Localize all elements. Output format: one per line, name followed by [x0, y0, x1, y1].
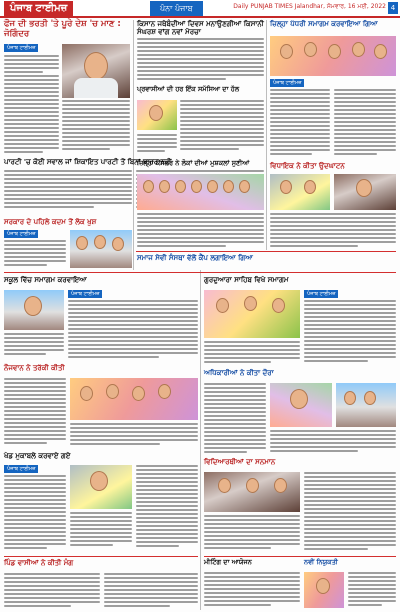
article-body — [270, 430, 396, 455]
story-photo — [334, 174, 396, 210]
article-body — [204, 383, 266, 455]
section-divider — [204, 556, 396, 557]
article-body — [4, 55, 59, 155]
article-body — [137, 213, 264, 249]
story-photo — [70, 230, 132, 268]
headline: ਸਕੂਲ ਵਿੱਚ ਸਮਾਗਮ ਕਰਵਾਇਆ — [4, 276, 87, 284]
headline: ਪ੍ਰਵਾਸੀਆਂ ਦੀ ਹਰ ਇੱਕ ਸਮੱਸਿਆ ਦਾ ਹੱਲ — [137, 85, 240, 93]
article-body — [204, 572, 300, 608]
article-body — [4, 333, 64, 361]
story-photo — [62, 44, 130, 98]
article-body — [270, 213, 396, 249]
article-body — [137, 134, 177, 156]
story-photo — [137, 100, 177, 130]
column-rule — [200, 270, 201, 610]
brand-logo: ਪੰਜਾਬ ਟਾਈਮਜ਼ — [4, 1, 73, 16]
byline-tag: ਪੰਜਾਬ ਟਾਈਮਜ਼ — [270, 79, 304, 87]
article-body — [348, 572, 396, 608]
byline-tag: ਪੰਜਾਬ ਟਾਈਮਜ਼ — [4, 465, 38, 473]
article-body — [104, 573, 198, 609]
page-number: 4 — [388, 2, 398, 14]
headline-main: ਫੌਜ ਦੀ ਭਰਤੀ 'ਤੇ ਪੂਰੇ ਦੇਸ਼ 'ਚ ਮਾਣ : ਜੋਗਿੰਦਰ — [4, 19, 121, 39]
article-body — [70, 423, 198, 449]
section-divider — [136, 251, 396, 252]
story-photo — [70, 465, 132, 509]
masthead — [0, 0, 400, 18]
article-body — [270, 89, 330, 159]
column-rule — [133, 20, 134, 270]
section-divider — [4, 556, 198, 557]
headline: ਸਰਕਾਰ ਦੇ ਪਹਿਲੇ ਕਦਮ ਤੋਂ ਲੋਕ ਖੁਸ਼ — [4, 218, 97, 226]
story-photo — [304, 572, 344, 608]
byline-tag: ਪੰਜਾਬ ਟਾਈਮਜ਼ — [4, 44, 38, 52]
headline: ਪਾਰਟੀ 'ਚ ਕੋਈ ਸਵਾਲ ਜਾਂ ਸ਼ਿਕਾਇਤ ਪਾਰਟੀ ਤੋਂ ਬਿਨਾਂ ਬਾਹਰ ਨਹੀਂ — [4, 158, 172, 166]
headline: ਗੁਰਦੁਆਰਾ ਸਾਹਿਬ ਵਿਖੇ ਸਮਾਗਮ — [204, 276, 289, 284]
byline-tag: ਪੰਜਾਬ ਟਾਈਮਜ਼ — [68, 290, 102, 298]
article-body — [70, 512, 132, 552]
story-photo — [336, 383, 396, 427]
story-photo — [137, 174, 264, 210]
headline: ਵਿਧਾਇਕ ਨੇ ਕੀਤਾ ਉਦਘਾਟਨ — [270, 162, 345, 170]
article-body — [4, 170, 132, 215]
story-photo — [204, 472, 300, 512]
article-body — [4, 378, 66, 448]
section-title: ਪੰਨਾ ਪੰਜਾਬ — [150, 1, 203, 16]
article-body — [68, 300, 198, 360]
headline: ਵਿਦਿਆਰਥੀਆਂ ਦਾ ਸਨਮਾਨ — [204, 458, 276, 466]
story-photo — [70, 378, 198, 420]
headline: ਜ਼ਿਲ੍ਹਾ ਕੌਂਸਲਰ ਨੇ ਲੋਕਾਂ ਦੀਆਂ ਮੁਸ਼ਕਲਾਂ ਸੁਣੀਆਂ — [137, 159, 250, 167]
section-divider — [4, 272, 396, 273]
story-photo — [270, 383, 332, 427]
article-body — [334, 89, 396, 159]
headline: ਕਿਸਾਨ ਜਥੇਬੰਦੀਆਂ ਦਿਵਸ ਮਨਾਉਣਗੀਆਂ ਕਿਸਾਨੀ ਸੰਘਰਸ਼ ਵਾਂਗ ਨਵਾਂ ਮੋਰਚਾ — [137, 20, 264, 37]
column-rule — [266, 20, 267, 250]
article-body — [4, 240, 66, 270]
headline: ਨਵੀਂ ਨਿਯੁਕਤੀ — [304, 558, 338, 566]
headline: ਸਮਾਜ ਸੇਵੀ ਸੰਸਥਾ ਵੱਲੋਂ ਕੈਂਪ ਲਗਾਇਆ ਗਿਆ — [137, 254, 253, 262]
headline: ਮੀਟਿੰਗ ਦਾ ਆਯੋਜਨ — [204, 558, 252, 566]
story-photo — [270, 174, 330, 210]
headline: ਪਿੰਡ ਵਾਸੀਆਂ ਨੇ ਕੀਤੀ ਮੰਗ — [4, 559, 74, 567]
story-photo — [4, 290, 64, 330]
headline: ਖੇਡ ਮੁਕਾਬਲੇ ਕਰਵਾਏ ਗਏ — [4, 452, 71, 460]
article-body — [4, 475, 66, 553]
story-photo — [204, 290, 300, 338]
story-photo — [270, 36, 396, 76]
article-body — [204, 341, 300, 366]
headline: ਨੌਜਵਾਨ ਨੇ ਤਰੱਕੀ ਕੀਤੀ — [4, 364, 65, 372]
byline-tag: ਪੰਜਾਬ ਟਾਈਮਜ਼ — [4, 230, 38, 238]
article-body — [204, 515, 300, 553]
article-body — [304, 300, 396, 366]
article-body — [180, 100, 264, 156]
article-body — [4, 573, 100, 609]
byline-tag: ਪੰਜਾਬ ਟਾਈਮਜ਼ — [304, 290, 338, 298]
article-body — [136, 465, 198, 553]
headline: ਜ਼ਿਲ੍ਹਾ ਪੱਧਰੀ ਸਮਾਗਮ ਕਰਵਾਇਆ ਗਿਆ — [270, 20, 378, 28]
headline: ਅਧਿਕਾਰੀਆਂ ਨੇ ਕੀਤਾ ਦੌਰਾ — [204, 369, 274, 377]
article-body — [304, 472, 396, 554]
article-body — [137, 38, 264, 84]
article-body — [62, 100, 130, 155]
dateline: Daily PUNJAB TIMES Jalandhar, ਸੋਮਵਾਰ, 16 ਮਈ, 2022 — [233, 3, 386, 10]
